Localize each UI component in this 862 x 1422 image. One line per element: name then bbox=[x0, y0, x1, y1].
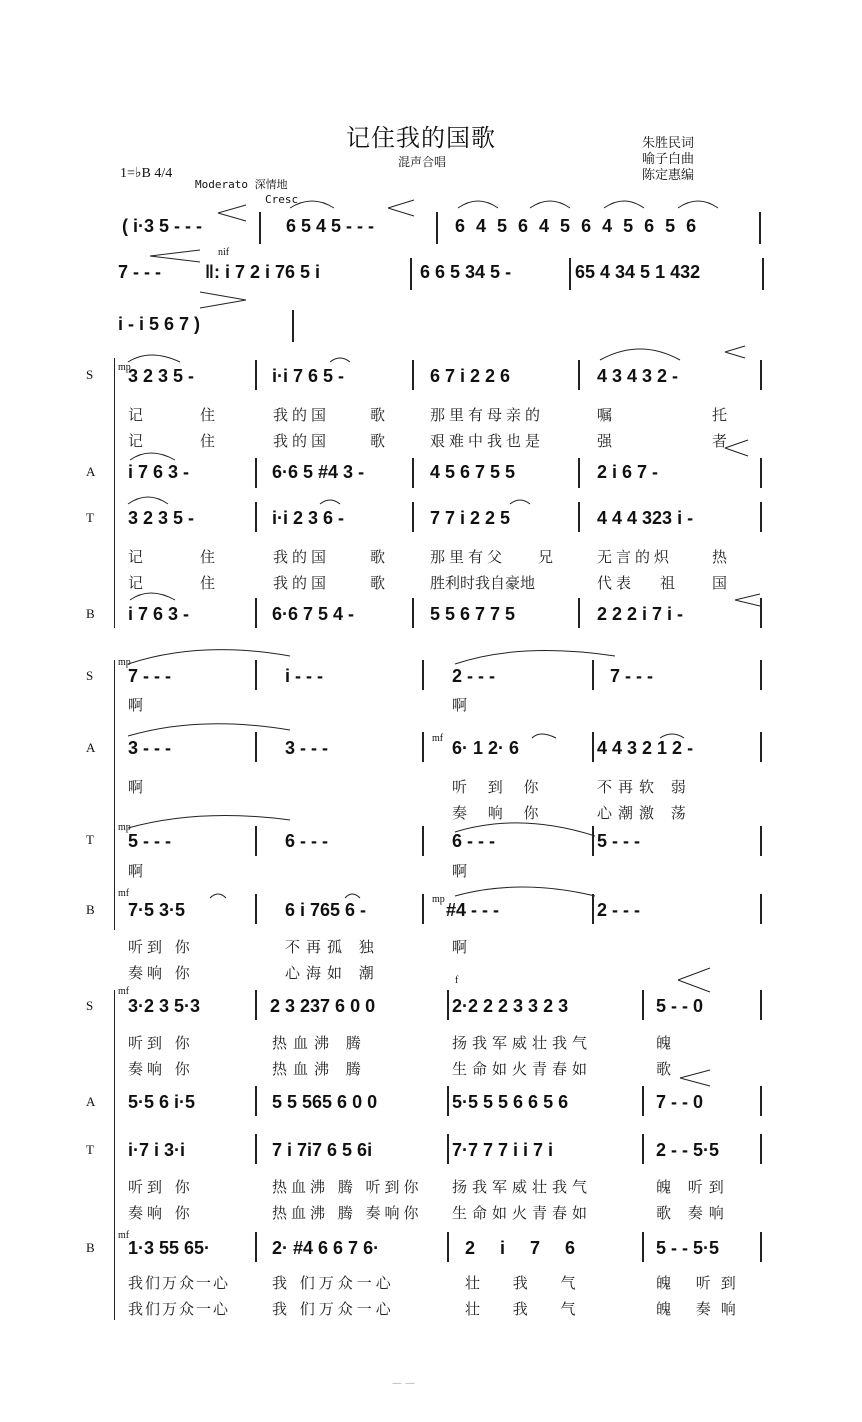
lyric: 热血沸 腾 奏响你 bbox=[272, 1204, 423, 1222]
lyric: 我的国 bbox=[273, 548, 331, 566]
lyric: 听 到 你 bbox=[452, 778, 547, 796]
measure: 3·2 3 5·3 bbox=[128, 996, 201, 1016]
lyric: 啊 bbox=[128, 862, 144, 880]
lyric: 奏响 你 bbox=[128, 1060, 194, 1078]
measure: 6 - - - bbox=[452, 831, 495, 851]
measure: 6·6 5 #4 3 - bbox=[272, 462, 365, 482]
lyric: 生命如火青春如 bbox=[452, 1060, 593, 1078]
lyric: 那里有母亲的 bbox=[430, 406, 545, 424]
measure: i·i 7 6 5 - bbox=[272, 366, 345, 386]
measure: 6 i 765 6 - bbox=[285, 900, 367, 920]
song-subtitle: 混声合唱 bbox=[398, 155, 447, 169]
measure: i·7 i 3·i bbox=[128, 1140, 186, 1160]
measure: 7 - - - bbox=[128, 666, 171, 686]
intro-measure: 6 4 5 6 4 5 6 4 5 6 5 6 bbox=[455, 216, 700, 236]
dynamic-mark: mf bbox=[118, 1230, 130, 1241]
intro-measure: ‖: i 7 2 i 76 5 i bbox=[205, 262, 321, 282]
lyric: 歌 bbox=[370, 548, 386, 566]
measure: i 7 6 3 - bbox=[128, 462, 190, 482]
lyric: 我们万众一心 bbox=[128, 1300, 231, 1318]
lyric: 不再孤 独 bbox=[285, 938, 380, 956]
tempo-marking: Moderato 深情地 bbox=[195, 178, 288, 191]
lyric: 代表 bbox=[597, 574, 636, 592]
measure: 7 - - - bbox=[610, 666, 653, 686]
dynamic-mark: mp bbox=[118, 657, 131, 668]
lyric: 我的国 bbox=[273, 574, 331, 592]
measure: 3 2 3 5 - bbox=[128, 366, 195, 386]
lyric: 热血沸 腾 bbox=[272, 1060, 367, 1078]
measure: 5 - - 5·5 bbox=[656, 1238, 720, 1258]
intro-measure: 7 - - - bbox=[118, 262, 161, 282]
lyric: 热血沸 腾 听到你 bbox=[272, 1178, 423, 1196]
key-signature: 1=♭B 4/4 bbox=[120, 166, 173, 181]
measure: 4 5 6 7 5 5 bbox=[430, 462, 516, 482]
lyric: 我的国 bbox=[273, 432, 331, 450]
measure: 2 i 7 6 bbox=[465, 1238, 586, 1258]
voice-label-bass: B bbox=[86, 1240, 95, 1255]
measure: 3 2 3 5 - bbox=[128, 508, 195, 528]
lyric: 我的国 bbox=[273, 406, 331, 424]
composer-credit: 喻子白曲 bbox=[642, 152, 695, 167]
arranger-credit: 陈定惠编 bbox=[642, 168, 695, 183]
measure: 2· #4 6 6 7 6· bbox=[272, 1238, 380, 1258]
measure: 5 5 6 7 7 5 bbox=[430, 604, 516, 624]
voice-label-alto: A bbox=[86, 740, 96, 755]
lyric: 记 bbox=[128, 574, 144, 592]
intro-measure: 6 5 4 5 - - - bbox=[286, 216, 375, 236]
dynamic-mark: mf bbox=[118, 986, 130, 997]
voice-label-alto: A bbox=[86, 464, 96, 479]
measure: i - - - bbox=[285, 666, 323, 686]
intro-measure: ( i·3 5 - - - bbox=[122, 216, 202, 236]
voice-label-bass: B bbox=[86, 606, 95, 621]
lyric: 啊 bbox=[452, 938, 468, 956]
lyric: 啊 bbox=[128, 778, 144, 796]
measure: 6 - - - bbox=[285, 831, 328, 851]
lyric: 兄 bbox=[538, 548, 554, 566]
measure: 7·7 7 7 i i 7 i bbox=[452, 1140, 554, 1160]
measure: i·i 2 3 6 - bbox=[272, 508, 345, 528]
lyric: 啊 bbox=[452, 862, 468, 880]
measure: 7 i 7i7 6 5 6i bbox=[272, 1140, 373, 1160]
measure: 2 - - 5·5 bbox=[656, 1140, 720, 1160]
lyric: 我们万众一心 bbox=[128, 1274, 231, 1292]
lyric: 国 bbox=[712, 574, 728, 592]
lyric: 热 bbox=[712, 548, 728, 566]
lyric: 壮 我 气 bbox=[465, 1300, 590, 1318]
lyric: 艰难中我也是 bbox=[430, 432, 545, 450]
voice-label-tenor: T bbox=[86, 510, 94, 525]
lyric: 记 bbox=[128, 548, 144, 566]
lyric: 听到 你 bbox=[128, 938, 194, 956]
measure: #4 - - - bbox=[446, 900, 500, 920]
lyric: 歌 bbox=[370, 574, 386, 592]
lyric: 魄 听到 bbox=[656, 1274, 746, 1292]
measure: 4 4 3 2 1 2 - bbox=[597, 738, 694, 758]
lyric: 壮 我 气 bbox=[465, 1274, 590, 1292]
measure: 6· 1 2· 6 bbox=[452, 738, 520, 758]
lyric: 听到 你 bbox=[128, 1178, 194, 1196]
lyric: 托 bbox=[712, 406, 728, 424]
measure: 3 - - - bbox=[285, 738, 328, 758]
measure: 2 2 2 i 7 i - bbox=[597, 604, 684, 624]
voice-label-bass: B bbox=[86, 902, 95, 917]
lyric: 那里有父 bbox=[430, 548, 507, 566]
lyric: 嘱 bbox=[597, 406, 613, 424]
voice-label-alto: A bbox=[86, 1094, 96, 1109]
lyric: 胜利时我自豪地 bbox=[430, 574, 536, 592]
measure: 1·3 55 65· bbox=[128, 1238, 211, 1258]
dynamic-mark: mf bbox=[432, 733, 444, 744]
song-title: 记住我的国歌 bbox=[346, 124, 496, 152]
voice-label-soprano: S bbox=[86, 367, 94, 382]
page-number: — — bbox=[392, 1378, 416, 1389]
measure: 2·2 2 2 3 3 2 3 bbox=[452, 996, 569, 1016]
measure: 5 - - - bbox=[597, 831, 640, 851]
lyric: 奏 响 你 bbox=[452, 804, 547, 822]
lyric: 心潮激 荡 bbox=[597, 804, 692, 822]
measure: 6·6 7 5 4 - bbox=[272, 604, 355, 624]
lyric: 扬我军威壮我气 bbox=[452, 1034, 593, 1052]
measure: 3 - - - bbox=[128, 738, 171, 758]
lyric: 记 bbox=[128, 432, 144, 450]
lyric: 歌 奏响 bbox=[656, 1204, 730, 1222]
measure: 5 - - - bbox=[128, 831, 171, 851]
lyric: 生命如火青春如 bbox=[452, 1204, 593, 1222]
dynamic-mark: mp bbox=[432, 894, 445, 905]
lyric: 奏响 你 bbox=[128, 1204, 194, 1222]
measure: 2 - - - bbox=[452, 666, 495, 686]
lyric: 无言的炽 bbox=[597, 548, 674, 566]
lyricist-credit: 朱胜民词 bbox=[642, 136, 695, 151]
lyric: 住 bbox=[200, 574, 216, 592]
lyric: 啊 bbox=[452, 696, 468, 714]
lyric: 热血沸 腾 bbox=[272, 1034, 367, 1052]
lyric: 魄 bbox=[656, 1034, 672, 1052]
measure: 2 - - - bbox=[597, 900, 640, 920]
lyric: 我 们万众一心 bbox=[272, 1274, 395, 1292]
lyric: 住 bbox=[200, 548, 216, 566]
voice-label-tenor: T bbox=[86, 1142, 94, 1157]
measure: i 7 6 3 - bbox=[128, 604, 190, 624]
intro-measure: i - i 5 6 7 ) bbox=[118, 314, 201, 334]
lyric: 记 bbox=[128, 406, 144, 424]
dynamic-mark: mf bbox=[118, 888, 130, 899]
measure: 7 - - 0 bbox=[656, 1092, 704, 1112]
measure: 5 5 565 6 0 0 bbox=[272, 1092, 378, 1112]
intro-measure: 65 4 34 5 1 432 bbox=[575, 262, 701, 282]
measure: 7·5 3·5 bbox=[128, 900, 186, 920]
measure: 4 3 4 3 2 - bbox=[597, 366, 679, 386]
lyric: 魄 听到 bbox=[656, 1178, 730, 1196]
lyric: 住 bbox=[200, 406, 216, 424]
measure: 5 - - 0 bbox=[656, 996, 704, 1016]
voice-label-soprano: S bbox=[86, 998, 94, 1013]
lyric: 魄 奏响 bbox=[656, 1300, 746, 1318]
lyric: 歌 bbox=[370, 432, 386, 450]
measure: 7 7 i 2 2 5 bbox=[430, 508, 511, 528]
intro-measure: 6 6 5 34 5 - bbox=[420, 262, 512, 282]
lyric: 者 bbox=[712, 432, 728, 450]
measure: 5·5 6 i·5 bbox=[128, 1092, 196, 1112]
measure: 6 7 i 2 2 6 bbox=[430, 366, 511, 386]
lyric: 我 们万众一心 bbox=[272, 1300, 395, 1318]
lyric: 心海如 潮 bbox=[285, 964, 380, 982]
lyric: 啊 bbox=[128, 696, 144, 714]
voice-label-tenor: T bbox=[86, 832, 94, 847]
cresc-marking: Cresc bbox=[265, 193, 299, 206]
lyric: 强 bbox=[597, 432, 613, 450]
dynamic-mark: nif bbox=[218, 247, 230, 258]
measure: 2 i 6 7 - bbox=[597, 462, 659, 482]
lyric: 歌 bbox=[370, 406, 386, 424]
lyric: 扬我军威壮我气 bbox=[452, 1178, 593, 1196]
lyric: 祖 bbox=[660, 574, 676, 592]
voice-label-soprano: S bbox=[86, 668, 94, 683]
lyric: 听到 你 bbox=[128, 1034, 194, 1052]
measure: 2 3 237 6 0 0 bbox=[270, 996, 376, 1016]
dynamic-mark: mp bbox=[118, 362, 131, 373]
lyric: 不再软 弱 bbox=[597, 778, 692, 796]
dynamic-mark: f bbox=[455, 975, 459, 986]
measure: 4 4 4 323 i - bbox=[597, 508, 694, 528]
measure: 5·5 5 5 6 6 5 6 bbox=[452, 1092, 569, 1112]
dynamic-mark: mp bbox=[118, 822, 131, 833]
lyric: 歌 bbox=[656, 1060, 672, 1078]
lyric: 住 bbox=[200, 432, 216, 450]
lyric: 奏响 你 bbox=[128, 964, 194, 982]
